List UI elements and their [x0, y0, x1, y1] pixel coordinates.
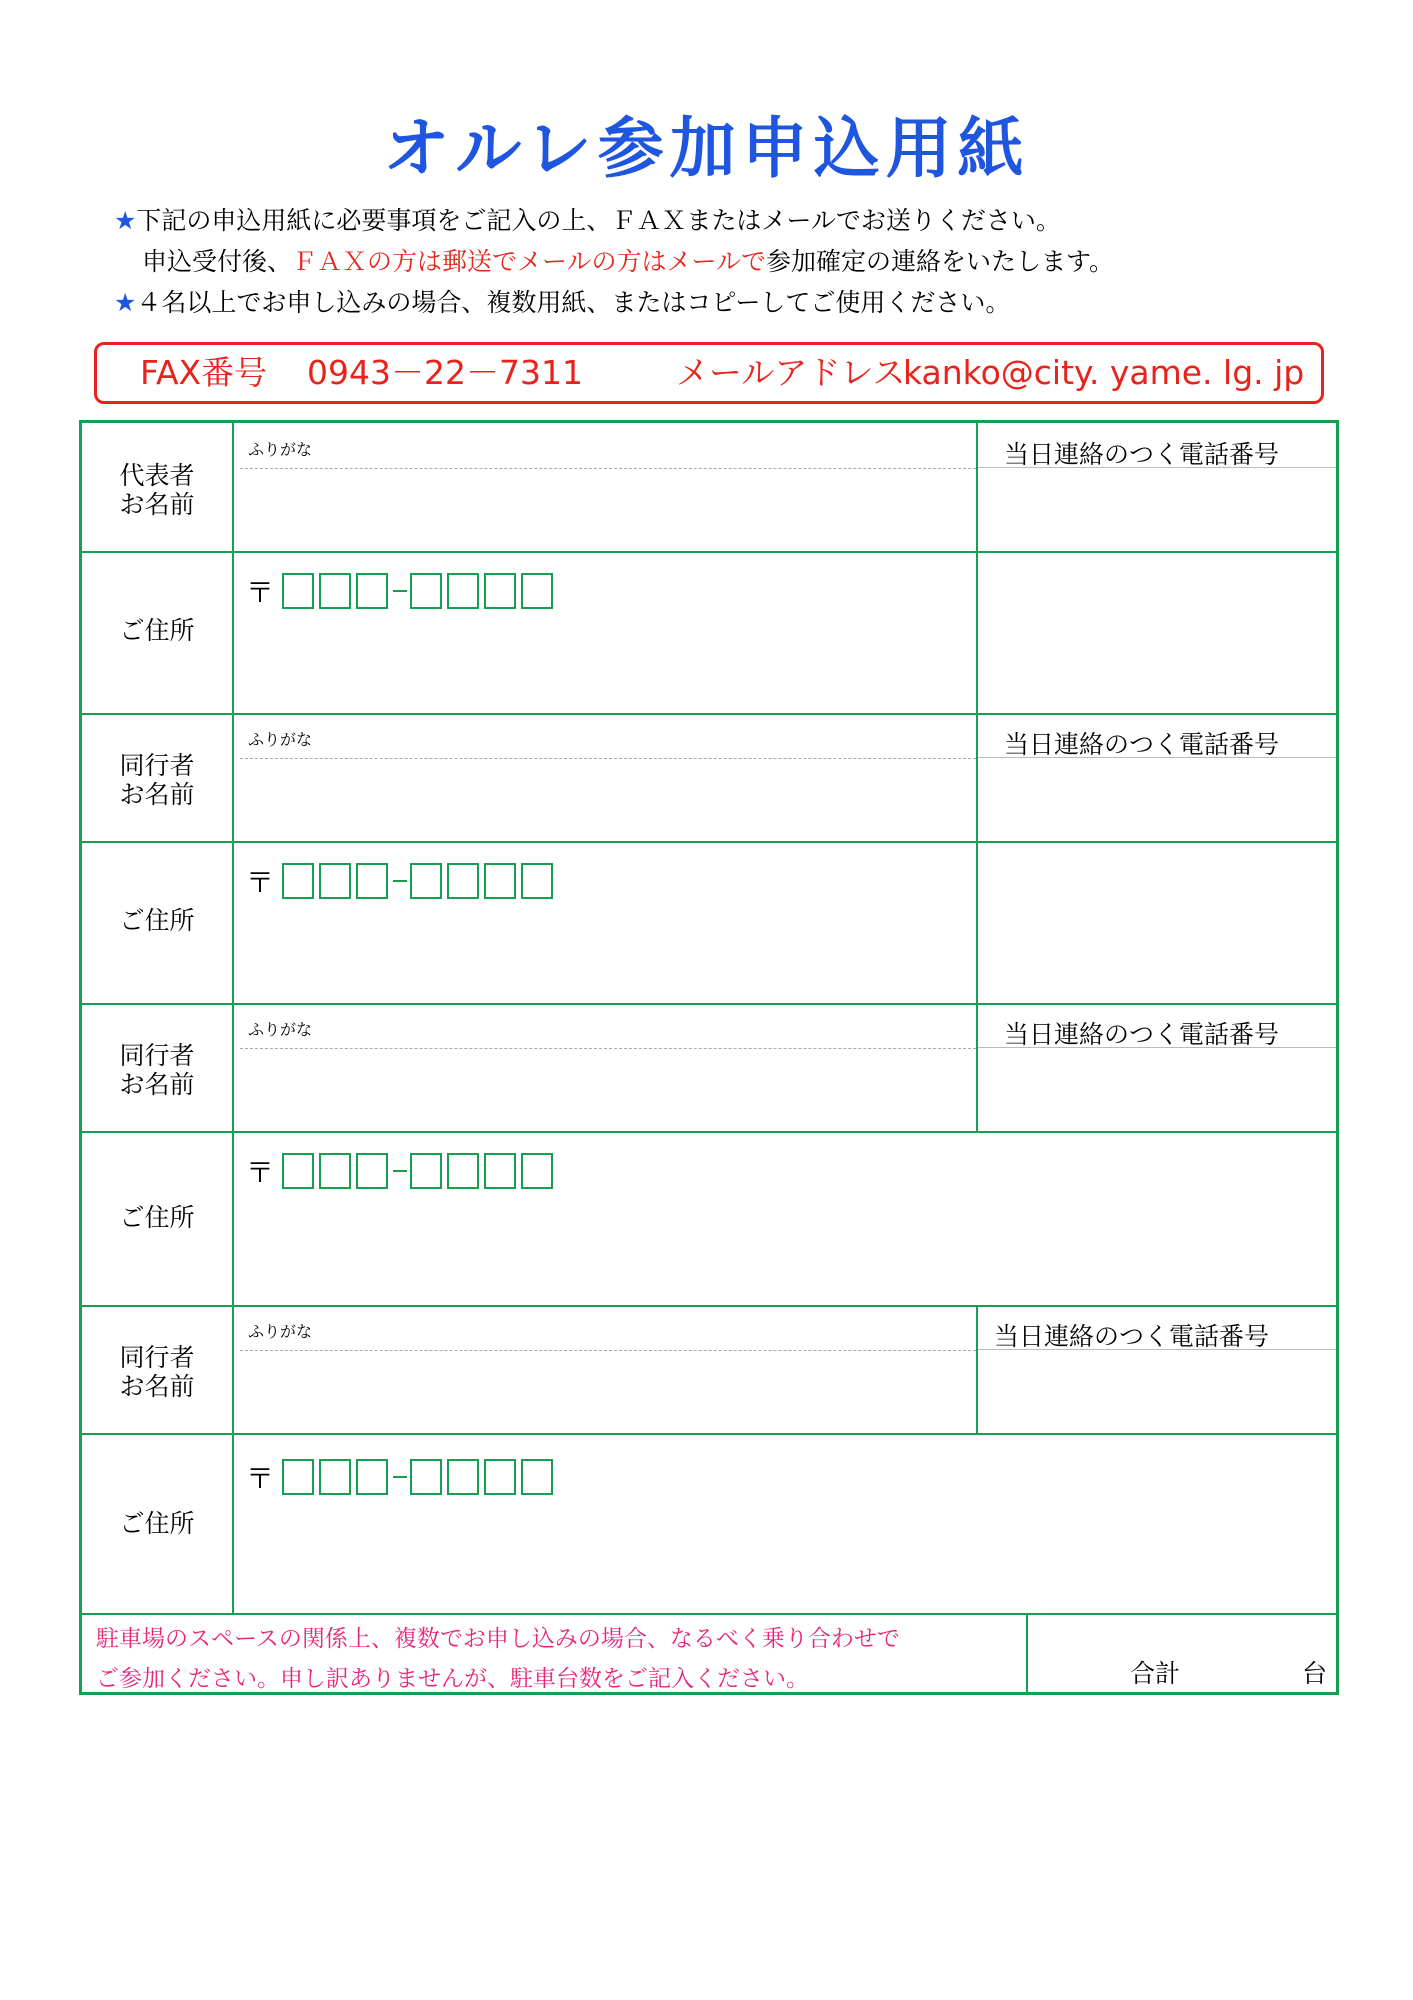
address-label: ご住所 [119, 1509, 195, 1538]
parking-note-line-1: 駐車場のスペースの関係上、複数でお申し込みの場合、なるべく乗り合わせで [96, 1626, 900, 1652]
phone-header: 当日連絡のつく電話番号 [1004, 1020, 1280, 1049]
phone-header: 当日連絡のつく電話番号 [1004, 440, 1280, 469]
page-title: オルレ参加申込用紙 [383, 110, 1030, 187]
furigana-label: ふりがな [248, 730, 313, 749]
fax-number: 0943－22－7311 [307, 353, 583, 392]
postal-code-field[interactable] [246, 861, 558, 901]
star-icon: ★ [114, 206, 137, 235]
companion-name-input[interactable] [238, 1353, 972, 1429]
parking-note-line-2: ご参加ください。申し訳ありませんが、駐車台数をご記入ください。 [96, 1666, 809, 1692]
companion-name-label: 同行者 お名前 [119, 751, 195, 809]
furigana-label: ふりがな [248, 440, 313, 459]
address-label: ご住所 [119, 616, 195, 645]
total-label: 合計 [1130, 1659, 1181, 1688]
phone-header: 当日連絡のつく電話番号 [994, 1322, 1270, 1351]
parking-count-input[interactable] [1182, 1649, 1282, 1683]
star-icon: ★ [114, 288, 137, 317]
postal-code-field[interactable] [246, 571, 558, 611]
furigana-label: ふりがな [248, 1020, 313, 1039]
postal-mark-icon: 〒 [246, 576, 275, 609]
mail-address: kanko@city. yame. lg. jp [903, 353, 1305, 392]
companion-name-label: 同行者 お名前 [119, 1041, 195, 1099]
representative-phone-input[interactable] [980, 471, 1332, 547]
note-line-3: ４名以上でお申し込みの場合、複数用紙、またはコピーしてご使用ください。 [136, 288, 1011, 317]
postal-mark-icon: 〒 [246, 866, 275, 899]
companion-name-label: 同行者 お名前 [119, 1343, 195, 1401]
parking-note [96, 1619, 900, 1699]
note-line-2-red: ＦＡＸの方は郵送でメールの方はメールで [292, 247, 767, 276]
representative-name-input[interactable] [238, 471, 972, 547]
note-line-1: 下記の申込用紙に必要事項をご記入の上、ＦＡＸまたはメールでお送りください。 [136, 206, 1061, 235]
postal-code-field[interactable] [246, 1457, 558, 1497]
unit-label: 台 [1302, 1659, 1328, 1688]
phone-header: 当日連絡のつく電話番号 [1004, 730, 1280, 759]
address-label: ご住所 [119, 1203, 195, 1232]
fax-label: FAX番号 [140, 353, 268, 392]
mail-label: メールアドレス [676, 353, 906, 392]
note-line-2b: 参加確定の連絡をいたします。 [766, 247, 1115, 276]
postal-mark-icon: 〒 [246, 1462, 275, 1495]
address-label: ご住所 [119, 906, 195, 935]
application-form [79, 420, 1339, 1695]
furigana-label: ふりがな [248, 1322, 313, 1341]
companion-name-input[interactable] [238, 1051, 972, 1127]
instructions [114, 200, 1114, 323]
note-line-2a: 申込受付後、 [142, 247, 293, 276]
postal-mark-icon: 〒 [246, 1156, 275, 1189]
companion-name-input[interactable] [238, 761, 972, 837]
contact-box [94, 342, 1324, 404]
postal-code-field[interactable] [246, 1151, 558, 1191]
representative-name-label: 代表者 お名前 [119, 461, 195, 519]
